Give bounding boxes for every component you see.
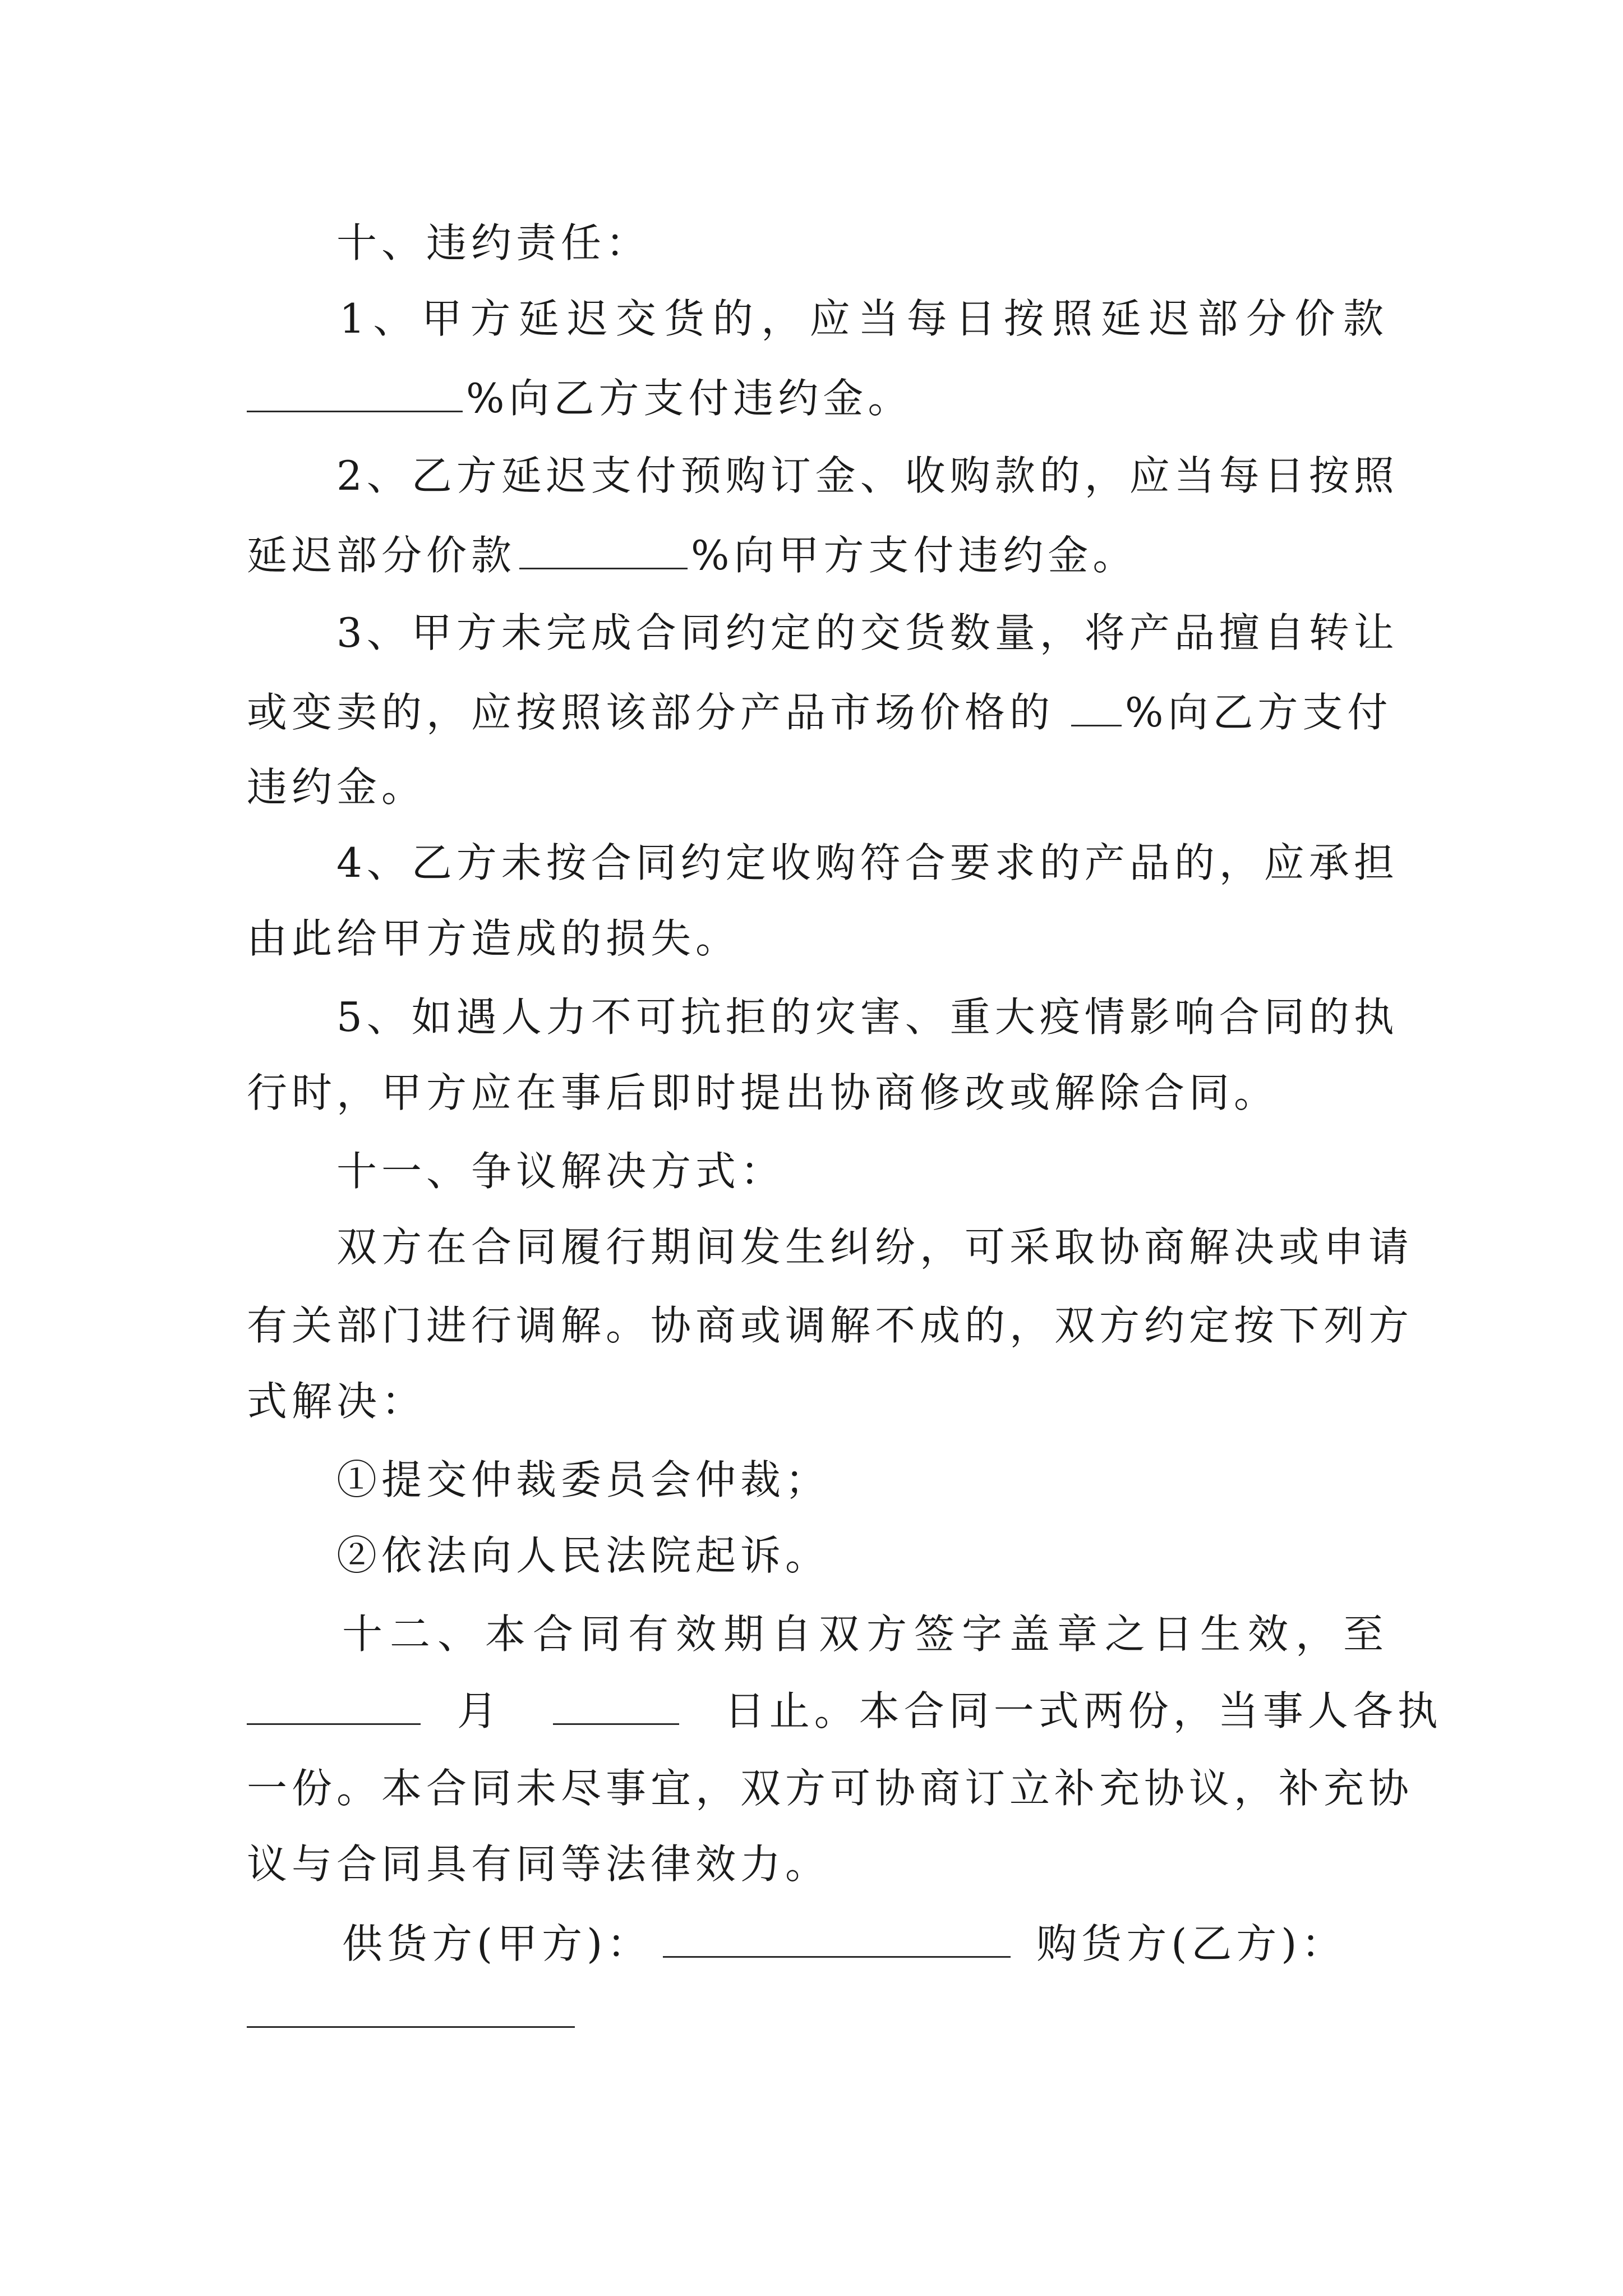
section-11-title-text: 十一、争议解决方式： [336,1148,786,1195]
clause-3-line-3 [247,760,1385,814]
clause-3-text-c: 违约金。 [247,763,427,811]
clause-5-line-2 [247,1066,1385,1120]
clause-2-line-1 [336,449,1399,503]
clause-1-line-2 [247,370,1385,424]
blank-field [247,370,463,412]
clause-2-text-a: 延迟部分价款 [247,532,517,579]
clause-4-line-1 [336,836,1399,890]
option-2-text: ②依法向人民法院起诉。 [336,1532,831,1579]
dispute-text-cont: 有关部门进行调解。协商或调解不成的，双方约定按下列方 [247,1302,1414,1349]
dispute-line-3 [247,1374,1385,1428]
clause-2-line-2 [247,527,1385,581]
section-11-title [336,1144,1475,1198]
blank-field [519,527,688,569]
dispute-text-end: 式解决： [247,1378,427,1425]
section-12-text-cont: 日止。本合同一式两份，当事人各执 [724,1687,1442,1734]
option-1-text: ①提交仲裁委员会仲裁； [336,1456,831,1503]
section-12-text: 十二、本合同有效期自双方签字盖章之日生效，至 [342,1611,1388,1658]
supplier-signature-field [663,1916,1011,1958]
dispute-line-2 [247,1299,1414,1352]
section-12-line-4 [247,1837,1385,1891]
blank-field [553,1683,679,1725]
clause-1-text: 1、甲方延迟交货的，应当每日按照延迟部分价款 [339,295,1388,342]
section-12-text-3: 一份。本合同未尽事宜，双方可协商订立补充协议，补充协 [247,1765,1414,1812]
month-label: 月 [457,1687,502,1734]
dispute-option-2 [336,1529,1475,1582]
clause-5-text-cont: 行时，甲方应在事后即时提出协商修改或解除合同。 [247,1069,1279,1116]
clause-2-text: 2、乙方延迟支付预购订金、收购款的，应当每日按照 [336,452,1399,499]
clause-2-text-b: %向甲方支付违约金。 [691,532,1138,579]
section-10-title-text: 十、违约责任： [336,219,651,266]
clause-3-text-b: %向乙方支付 [1125,689,1393,736]
blank-field [247,1683,421,1725]
signature-line [342,1916,1391,1970]
section-12-line-3 [247,1761,1414,1815]
section-12-line-1 [342,1607,1388,1661]
clause-3-text-a: 或变卖的，应按照该部分产品市场价格的 [247,689,1055,736]
clause-5-line-1 [336,990,1399,1044]
clause-1-text-cont: %向乙方支付违约金。 [466,375,913,422]
blank-field [1071,684,1122,726]
dispute-text: 双方在合同履行期间发生纠纷，可采取协商解决或申请 [336,1223,1414,1271]
clause-4-line-2 [247,912,1385,965]
buyer-label: 购货方(乙方)： [1036,1920,1347,1967]
clause-1-line-1 [339,292,1388,346]
clause-3-text: 3、甲方未完成合同约定的交货数量，将产品擅自转让 [336,609,1399,656]
supplier-label: 供货方(甲方)： [342,1920,652,1967]
section-10-title [336,216,1475,270]
clause-3-line-2 [247,684,1393,738]
section-12-text-4: 议与合同具有同等法律效力。 [247,1841,831,1888]
buyer-signature-field [247,2026,575,2028]
dispute-line-1 [336,1220,1414,1274]
clause-3-line-1 [336,606,1399,660]
section-12-line-2 [247,1683,1442,1737]
clause-4-text: 4、乙方未按合同约定收购符合要求的产品的，应承担 [336,839,1399,886]
clause-5-text: 5、如遇人力不可抗拒的灾害、重大疫情影响合同的执 [336,993,1399,1041]
dispute-option-1 [336,1453,1475,1507]
clause-4-text-cont: 由此给甲方造成的损失。 [247,915,741,962]
